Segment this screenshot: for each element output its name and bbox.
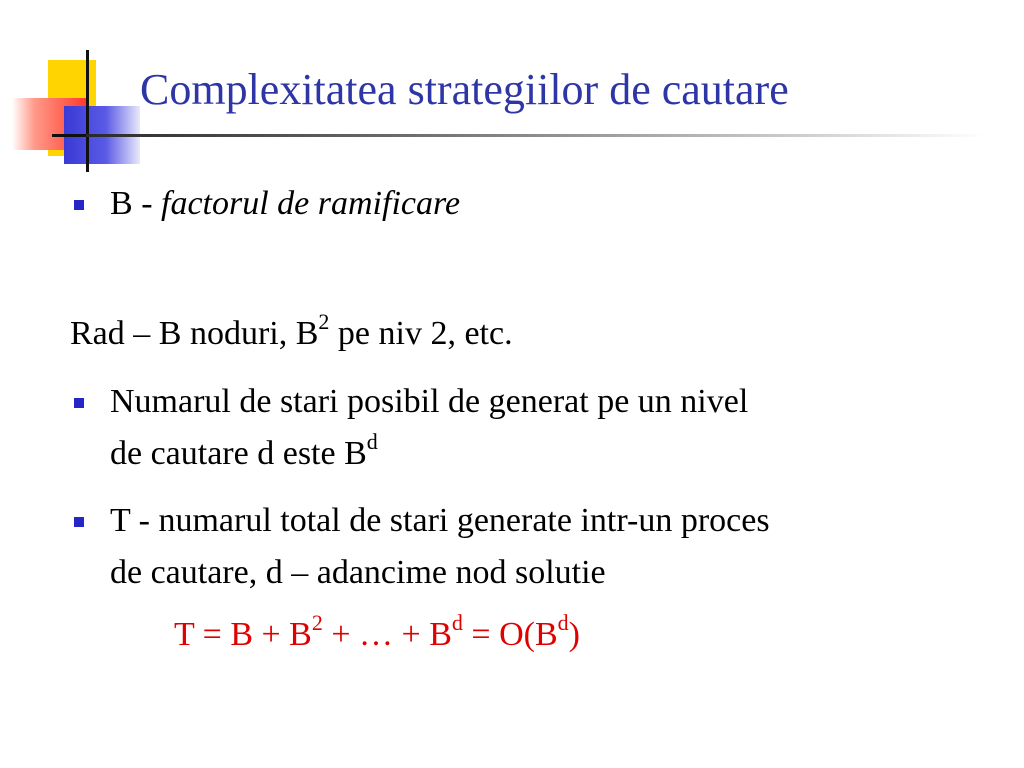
states-per-level-exponent: d [366,428,378,454]
bullet-square-icon [74,200,84,210]
root-nodes-text-end: pe niv 2, etc. [329,315,513,352]
bullet-item-total-states: T - numarul total de stari generate intr-un proces [110,502,770,539]
complexity-formula [174,609,580,657]
item-definition: - factorul de ramificare [141,185,461,222]
bullet-item-total-states-cont: de cautare, d – adancime nod solutie [110,554,606,591]
root-nodes-line [70,308,513,356]
formula-part: = O(B [462,616,558,653]
formula-part: T = B + B [174,616,312,653]
formula-part: ) [568,616,580,653]
bullet-item-branching-factor [110,182,460,226]
logo-vertical-line [86,50,89,172]
item-term: B [110,185,133,222]
formula-exponent: 2 [311,609,323,635]
bullet-item-states-per-level: Numarul de stari posibil de generat pe un nivel [110,383,749,420]
root-nodes-text: Rad – B noduri, B [70,315,319,352]
formula-part: + … + B [322,616,452,653]
formula-exponent: d [451,609,463,635]
formula-exponent: d [557,609,569,635]
bullet-square-icon [74,398,84,408]
root-nodes-exponent: 2 [318,308,330,334]
bullet-square-icon [74,517,84,527]
slide-title: Complexitatea strategiilor de cautare [140,65,789,114]
title-underline [86,134,986,137]
bullet-item-states-per-level-cont [110,428,378,476]
states-per-level-text: de cautare d este B [110,435,367,472]
